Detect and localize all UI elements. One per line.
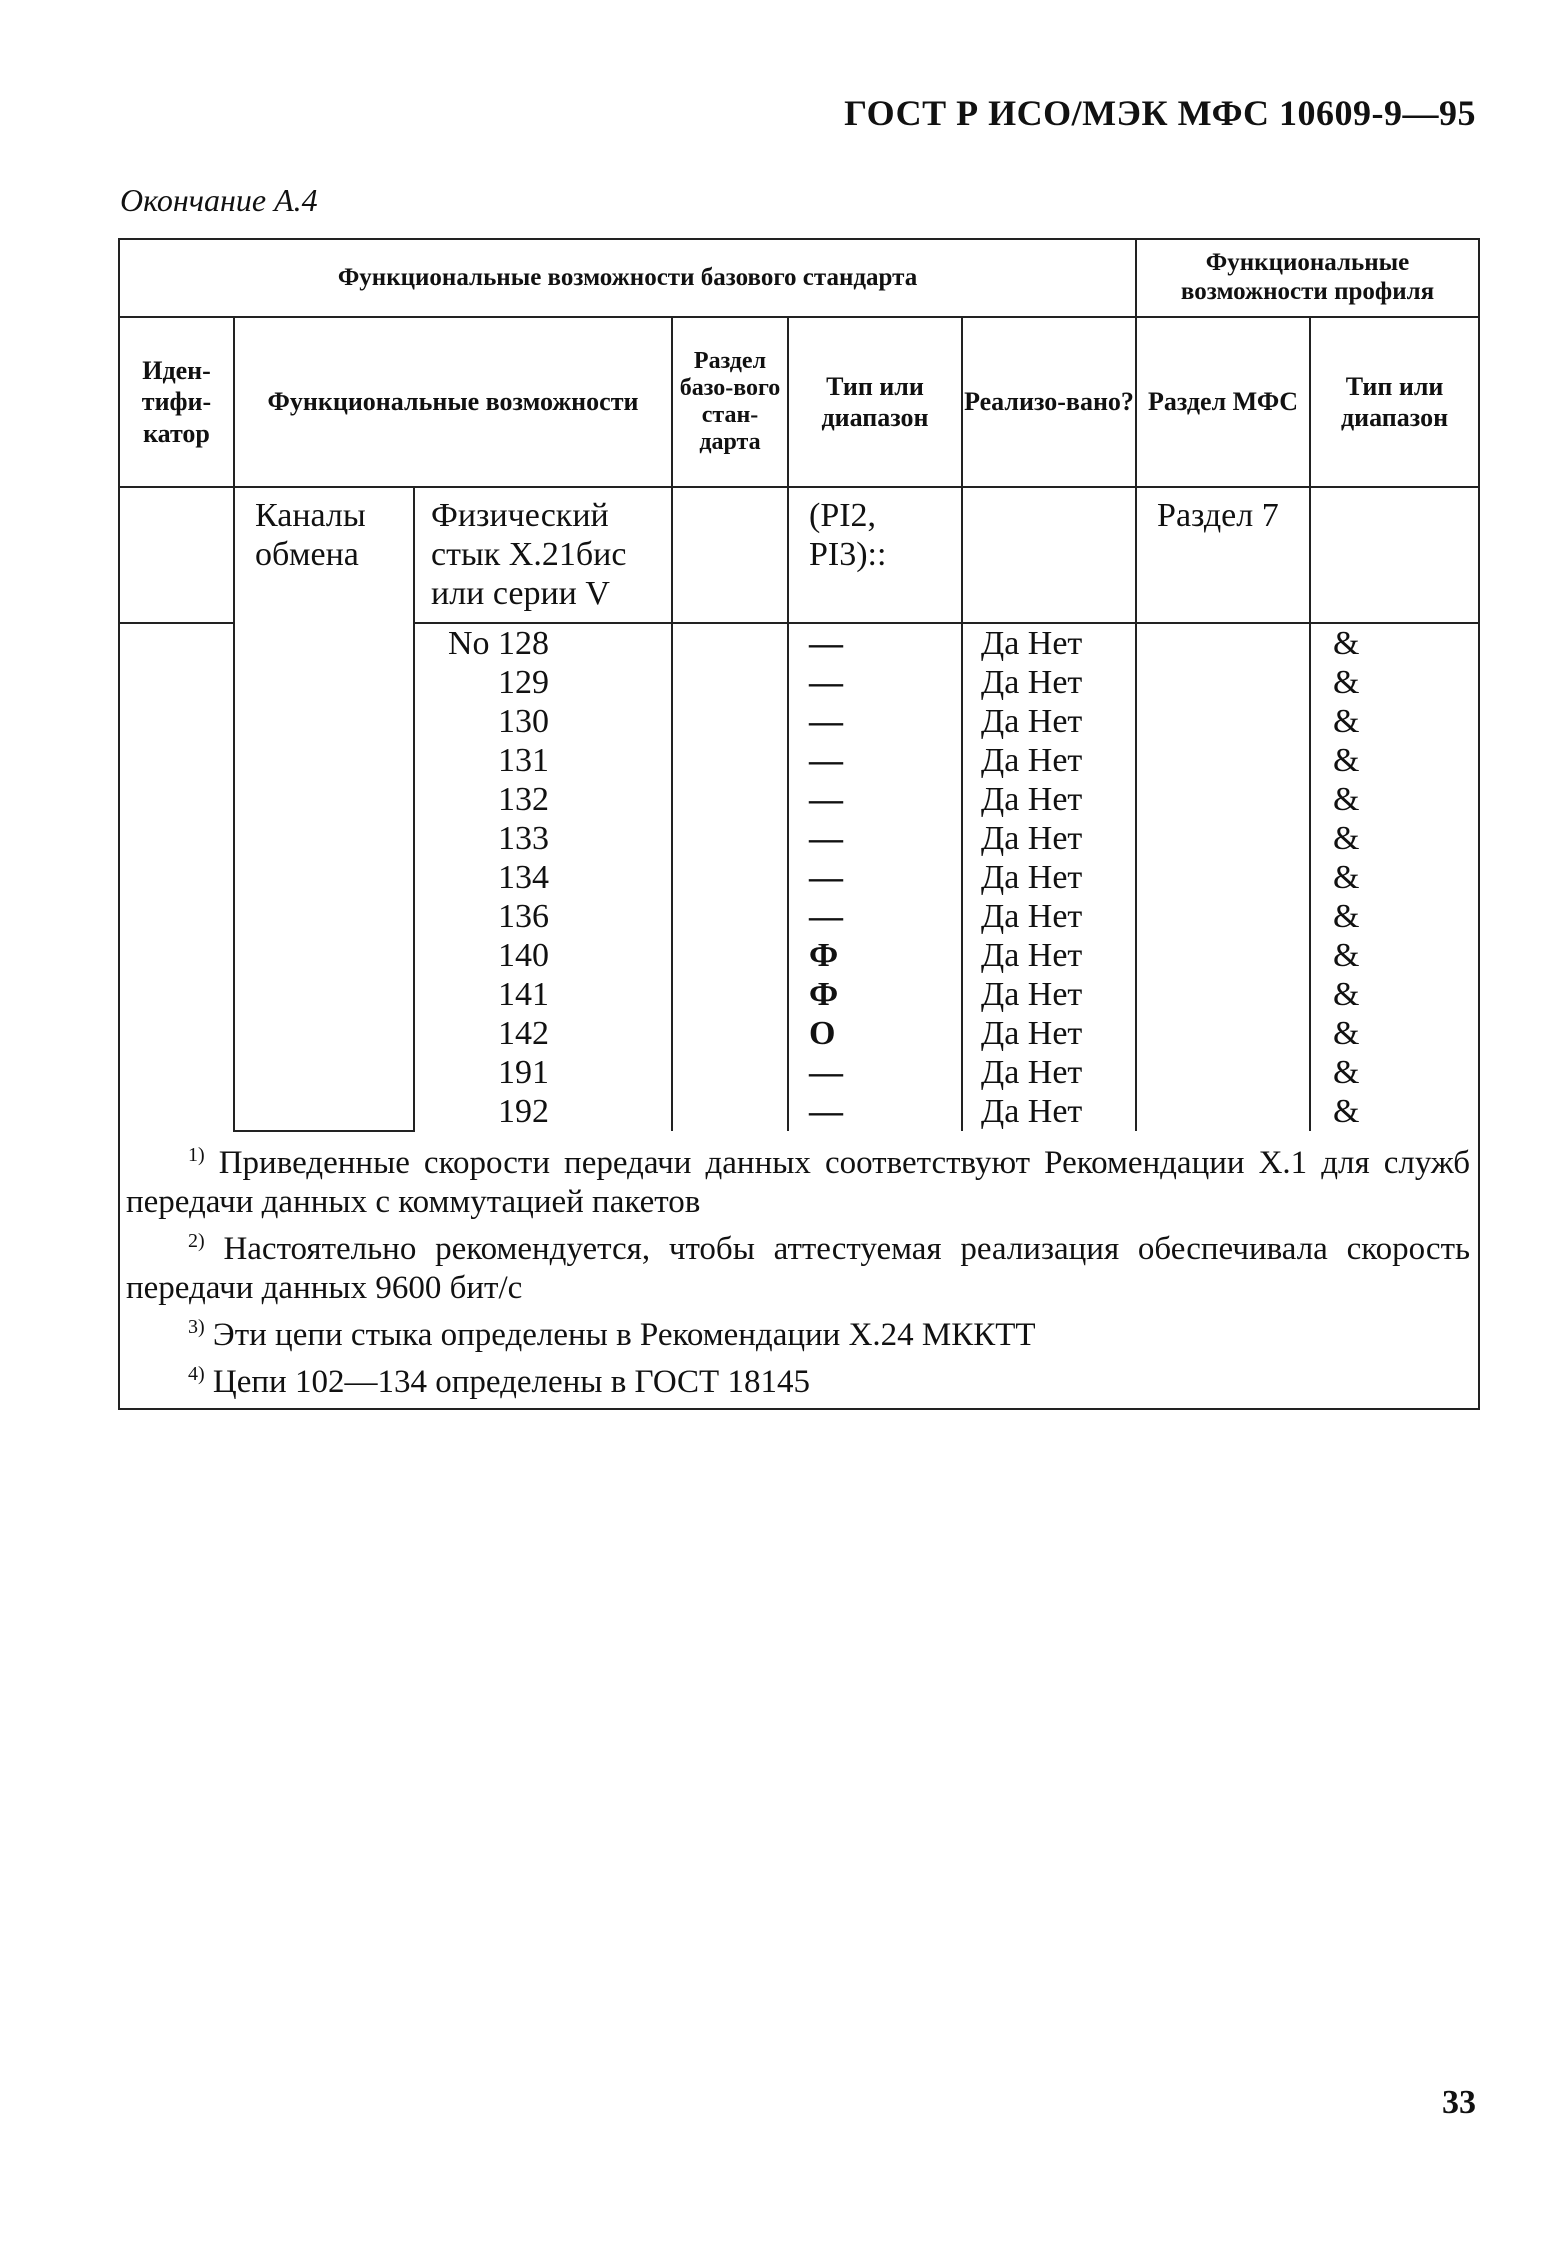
identifier-cell	[119, 623, 234, 1131]
base-section-cell	[672, 623, 788, 663]
circuit-number: 192	[414, 1092, 672, 1131]
circuit-profile-type: &	[1310, 1053, 1479, 1092]
circuit-type: O	[788, 1014, 962, 1053]
circuit-profile-type: &	[1310, 623, 1479, 663]
circuit-profile-type: &	[1310, 1092, 1479, 1131]
circuit-implemented: Да Нет	[962, 897, 1136, 936]
circuit-profile-type: &	[1310, 702, 1479, 741]
circuit-profile-type: &	[1310, 663, 1479, 702]
base-section-cell	[672, 780, 788, 819]
profile-section-cell	[1136, 741, 1310, 780]
profile-section-cell	[1136, 702, 1310, 741]
circuit-number: 140	[414, 936, 672, 975]
circuit-type: —	[788, 1092, 962, 1131]
base-section-cell	[672, 663, 788, 702]
circuit-type: —	[788, 897, 962, 936]
circuit-number: 130	[414, 702, 672, 741]
physical-type-cell: (PI2, PI3)::	[788, 487, 962, 623]
footnote-mark: 4)	[188, 1363, 205, 1385]
base-section-cell	[672, 1092, 788, 1131]
circuit-implemented: Да Нет	[962, 741, 1136, 780]
footnote-text: Цепи 102—134 определены в ГОСТ 18145	[212, 1364, 810, 1400]
circuit-number: No 128	[414, 623, 672, 663]
col-header-type-range: Тип или диапазон	[788, 317, 962, 487]
circuit-type: Ф	[788, 975, 962, 1014]
footnotes	[119, 1131, 1479, 1409]
profile-section-cell	[1136, 780, 1310, 819]
circuit-implemented: Да Нет	[962, 1014, 1136, 1053]
circuit-profile-type: &	[1310, 780, 1479, 819]
circuit-implemented: Да Нет	[962, 858, 1136, 897]
col-header-profile-type-range: Тип или диапазон	[1310, 317, 1479, 487]
circuit-type: —	[788, 741, 962, 780]
circuit-implemented: Да Нет	[962, 819, 1136, 858]
profile-section-cell: Раздел 7	[1136, 487, 1310, 623]
base-section-cell	[672, 487, 788, 623]
col-header-mfs-section: Раздел МФС	[1136, 317, 1310, 487]
circuit-profile-type: &	[1310, 975, 1479, 1014]
page-number: 33	[1442, 2084, 1476, 2121]
profile-section-cell	[1136, 897, 1310, 936]
footnote-4	[126, 1355, 1470, 1402]
circuit-profile-type: &	[1310, 936, 1479, 975]
circuit-implemented: Да Нет	[962, 623, 1136, 663]
circuit-number: 131	[414, 741, 672, 780]
profile-section-cell	[1136, 858, 1310, 897]
group-header-profile: Функциональные возможности профиля	[1136, 239, 1479, 317]
footnote-mark: 2)	[188, 1230, 205, 1252]
profile-section-cell	[1136, 623, 1310, 663]
circuit-type: —	[788, 780, 962, 819]
circuit-type: Ф	[788, 936, 962, 975]
base-section-cell	[672, 975, 788, 1014]
circuit-number: 133	[414, 819, 672, 858]
circuit-type: —	[788, 623, 962, 663]
circuit-number: 141	[414, 975, 672, 1014]
col-header-identifier: Иден-тифи-катор	[119, 317, 234, 487]
profile-section-cell	[1136, 1053, 1310, 1092]
base-section-cell	[672, 858, 788, 897]
circuit-profile-type: &	[1310, 858, 1479, 897]
base-section-cell	[672, 897, 788, 936]
base-section-cell	[672, 819, 788, 858]
circuit-implemented: Да Нет	[962, 702, 1136, 741]
base-section-cell	[672, 741, 788, 780]
table-continuation-label: Окончание А.4	[120, 182, 318, 218]
footnote-3	[126, 1308, 1470, 1355]
physical-interface-cell: Физический стык X.21бис или серии V	[414, 487, 672, 623]
footnote-text: Приведенные скорости передачи данных соответствуют Рекомендации X.1 для служб передачи данных с коммутацией пакетов	[126, 1145, 1471, 1220]
circuit-number: 129	[414, 663, 672, 702]
col-header-base-section: Раздел базо-вого стан-дарта	[672, 317, 788, 487]
footnote-mark: 1)	[188, 1144, 205, 1166]
circuit-implemented: Да Нет	[962, 780, 1136, 819]
profile-section-cell	[1136, 1014, 1310, 1053]
implemented-cell	[962, 487, 1136, 623]
base-section-cell	[672, 702, 788, 741]
profile-section-cell	[1136, 975, 1310, 1014]
base-section-cell	[672, 1014, 788, 1053]
circuit-profile-type: &	[1310, 819, 1479, 858]
circuit-type: —	[788, 858, 962, 897]
footnote-mark: 3)	[188, 1316, 205, 1338]
footnote-text: Настоятельно рекомендуется, чтобы аттестуемая реализация обеспечивала скорость передачи данных 9600 бит/с	[126, 1231, 1471, 1306]
circuit-implemented: Да Нет	[962, 663, 1136, 702]
footnote-text: Эти цепи стыка определены в Рекомендации X.24 МККТТ	[212, 1317, 1036, 1353]
col-header-capabilities: Функциональные возможности	[234, 317, 672, 487]
circuit-implemented: Да Нет	[962, 975, 1136, 1014]
circuit-profile-type: &	[1310, 1014, 1479, 1053]
circuit-profile-type: &	[1310, 741, 1479, 780]
group-header-base: Функциональные возможности базового стандарта	[119, 239, 1136, 317]
circuit-implemented: Да Нет	[962, 1092, 1136, 1131]
col-header-implemented: Реализо-вано?	[962, 317, 1136, 487]
capabilities-table	[118, 238, 1480, 1410]
base-section-cell	[672, 936, 788, 975]
footnote-2	[126, 1222, 1470, 1308]
circuit-type: —	[788, 819, 962, 858]
circuit-number: 136	[414, 897, 672, 936]
circuit-implemented: Да Нет	[962, 1053, 1136, 1092]
document-header: ГОСТ Р ИСО/МЭК МФС 10609-9—95	[844, 93, 1476, 133]
circuit-profile-type: &	[1310, 897, 1479, 936]
circuit-type: —	[788, 1053, 962, 1092]
footnote-1	[126, 1136, 1470, 1222]
profile-type-cell	[1310, 487, 1479, 623]
circuit-type: —	[788, 663, 962, 702]
circuit-number: 191	[414, 1053, 672, 1092]
profile-section-cell	[1136, 663, 1310, 702]
circuit-number: 132	[414, 780, 672, 819]
identifier-cell	[119, 487, 234, 623]
circuit-implemented: Да Нет	[962, 936, 1136, 975]
profile-section-cell	[1136, 1092, 1310, 1131]
profile-section-cell	[1136, 819, 1310, 858]
channel-cell: Каналы обмена	[234, 487, 414, 1131]
profile-section-cell	[1136, 936, 1310, 975]
circuit-number: 134	[414, 858, 672, 897]
circuit-number: 142	[414, 1014, 672, 1053]
circuit-type: —	[788, 702, 962, 741]
base-section-cell	[672, 1053, 788, 1092]
